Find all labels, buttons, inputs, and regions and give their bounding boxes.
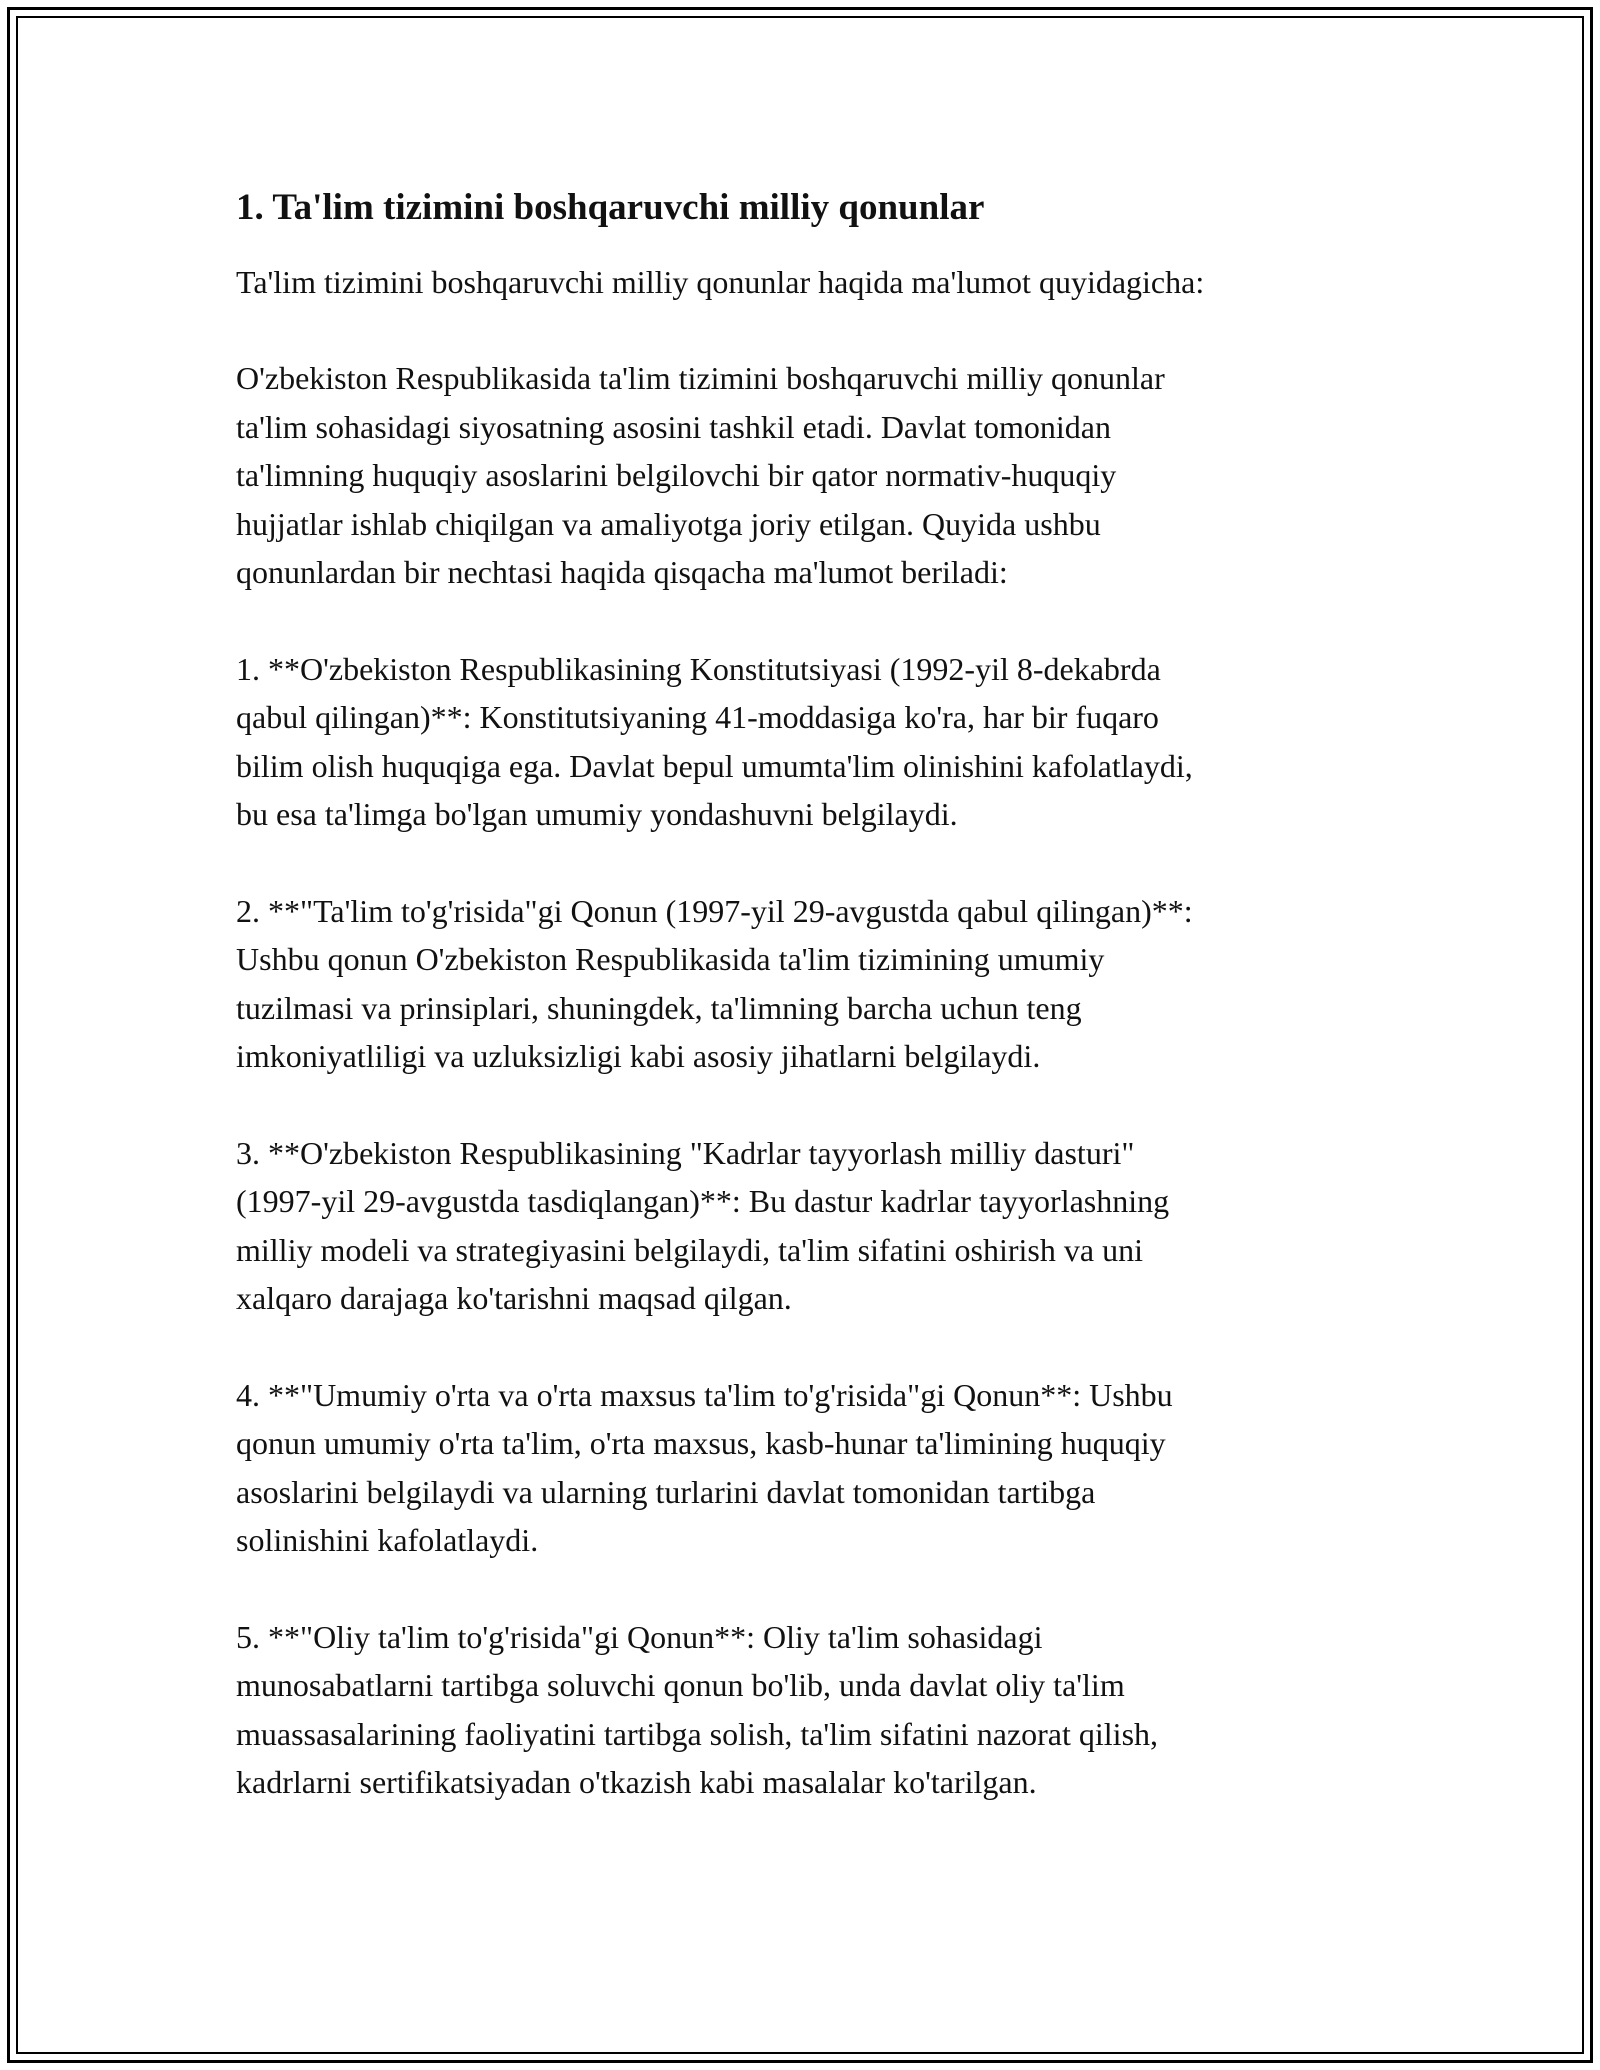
text-line: muassasalarining faoliyatini tartibga solish, ta'lim sifatini nazorat qilish,	[236, 1715, 1159, 1752]
text-line: 4. **"Umumiy o'rta va o'rta maxsus ta'lim to'g'risida"gi Qonun**: Ushbu	[236, 1376, 1173, 1413]
document-body	[236, 182, 1386, 1855]
text-line: O'zbekiston Respublikasida ta'lim tizimini boshqaruvchi milliy qonunlar	[236, 360, 1165, 396]
text-line: munosabatlarni tartibga soluvchi qonun bo'lib, unda davlat oliy ta'lim	[236, 1667, 1125, 1703]
list-item-personnel-program	[236, 1129, 1386, 1323]
list-item-education-law	[236, 887, 1386, 1081]
list-item-constitution	[236, 645, 1386, 839]
text-line: kadrlarni sertifikatsiyadan o'tkazish kabi masalalar ko'tarilgan.	[236, 1764, 1037, 1800]
text-line: asoslarini belgilaydi va ularning turlarini davlat tomonidan tartibga	[236, 1473, 1096, 1510]
intro-paragraph: Ta'lim tizimini boshqaruvchi milliy qonunlar haqida ma'lumot quyidagicha:	[236, 264, 1205, 300]
text-line: ta'lim sohasidagi siyosatning asosini tashkil etadi. Davlat tomonidan	[236, 408, 1111, 445]
text-line: 2. **"Ta'lim to'g'risida"gi Qonun (1997-yil 29-avgustda qabul qilingan)**:	[236, 892, 1193, 929]
text-line: tuzilmasi va prinsiplari, shuningdek, ta'limning barcha uchun teng	[236, 989, 1082, 1026]
text-line: qabul qilingan)**: Konstitutsiyaning 41-moddasiga ko'ra, har bir fuqaro	[236, 699, 1159, 735]
text-line: Ushbu qonun O'zbekiston Respublikasida ta'lim tizimining umumiy	[236, 941, 1105, 977]
text-line: ta'limning huquqiy asoslarini belgilovchi bir qator normativ-huquqiy	[236, 457, 1117, 493]
text-line: 3. **O'zbekiston Respublikasining "Kadrlar tayyorlash milliy dasturi"	[236, 1134, 1135, 1171]
paragraph-overview	[236, 354, 1386, 597]
text-line: xalqaro darajaga ko'tarishni maqsad qilgan.	[236, 1280, 792, 1316]
text-line: bilim olish huquqiga ega. Davlat bepul umumta'lim olinishini kafolatlaydi,	[236, 747, 1193, 784]
text-line: qonun umumiy o'rta ta'lim, o'rta maxsus, kasb-hunar ta'limining huquqiy	[236, 1425, 1166, 1461]
text-line: hujjatlar ishlab chiqilgan va amaliyotga joriy etilgan. Quyida ushbu	[236, 505, 1101, 542]
text-line: solinishini kafolatlaydi.	[236, 1522, 539, 1558]
list-item-secondary-education-law	[236, 1371, 1386, 1565]
document-title: 1. Ta'lim tizimini boshqaruvchi milliy qonunlar	[236, 187, 985, 228]
text-line: imkoniyatliligi va uzluksizligi kabi asosiy jihatlarni belgilaydi.	[236, 1038, 1041, 1074]
text-line: 5. **"Oliy ta'lim to'g'risida"gi Qonun**: Oliy ta'lim sohasidagi	[236, 1618, 1043, 1655]
text-line: qonunlardan bir nechtasi haqida qisqacha ma'lumot beriladi:	[236, 554, 1008, 590]
text-line: (1997-yil 29-avgustda tasdiqlangan)**: Bu dastur kadrlar tayyorlashning	[236, 1183, 1170, 1219]
text-line: 1. **O'zbekiston Respublikasining Konstitutsiyasi (1992-yil 8-dekabrda	[236, 650, 1161, 687]
text-line: milliy modeli va strategiyasini belgilaydi, ta'lim sifatini oshirish va uni	[236, 1231, 1143, 1268]
list-item-higher-education-law	[236, 1613, 1386, 1807]
text-line: bu esa ta'limga bo'lgan umumiy yondashuvni belgilaydi.	[236, 796, 958, 832]
